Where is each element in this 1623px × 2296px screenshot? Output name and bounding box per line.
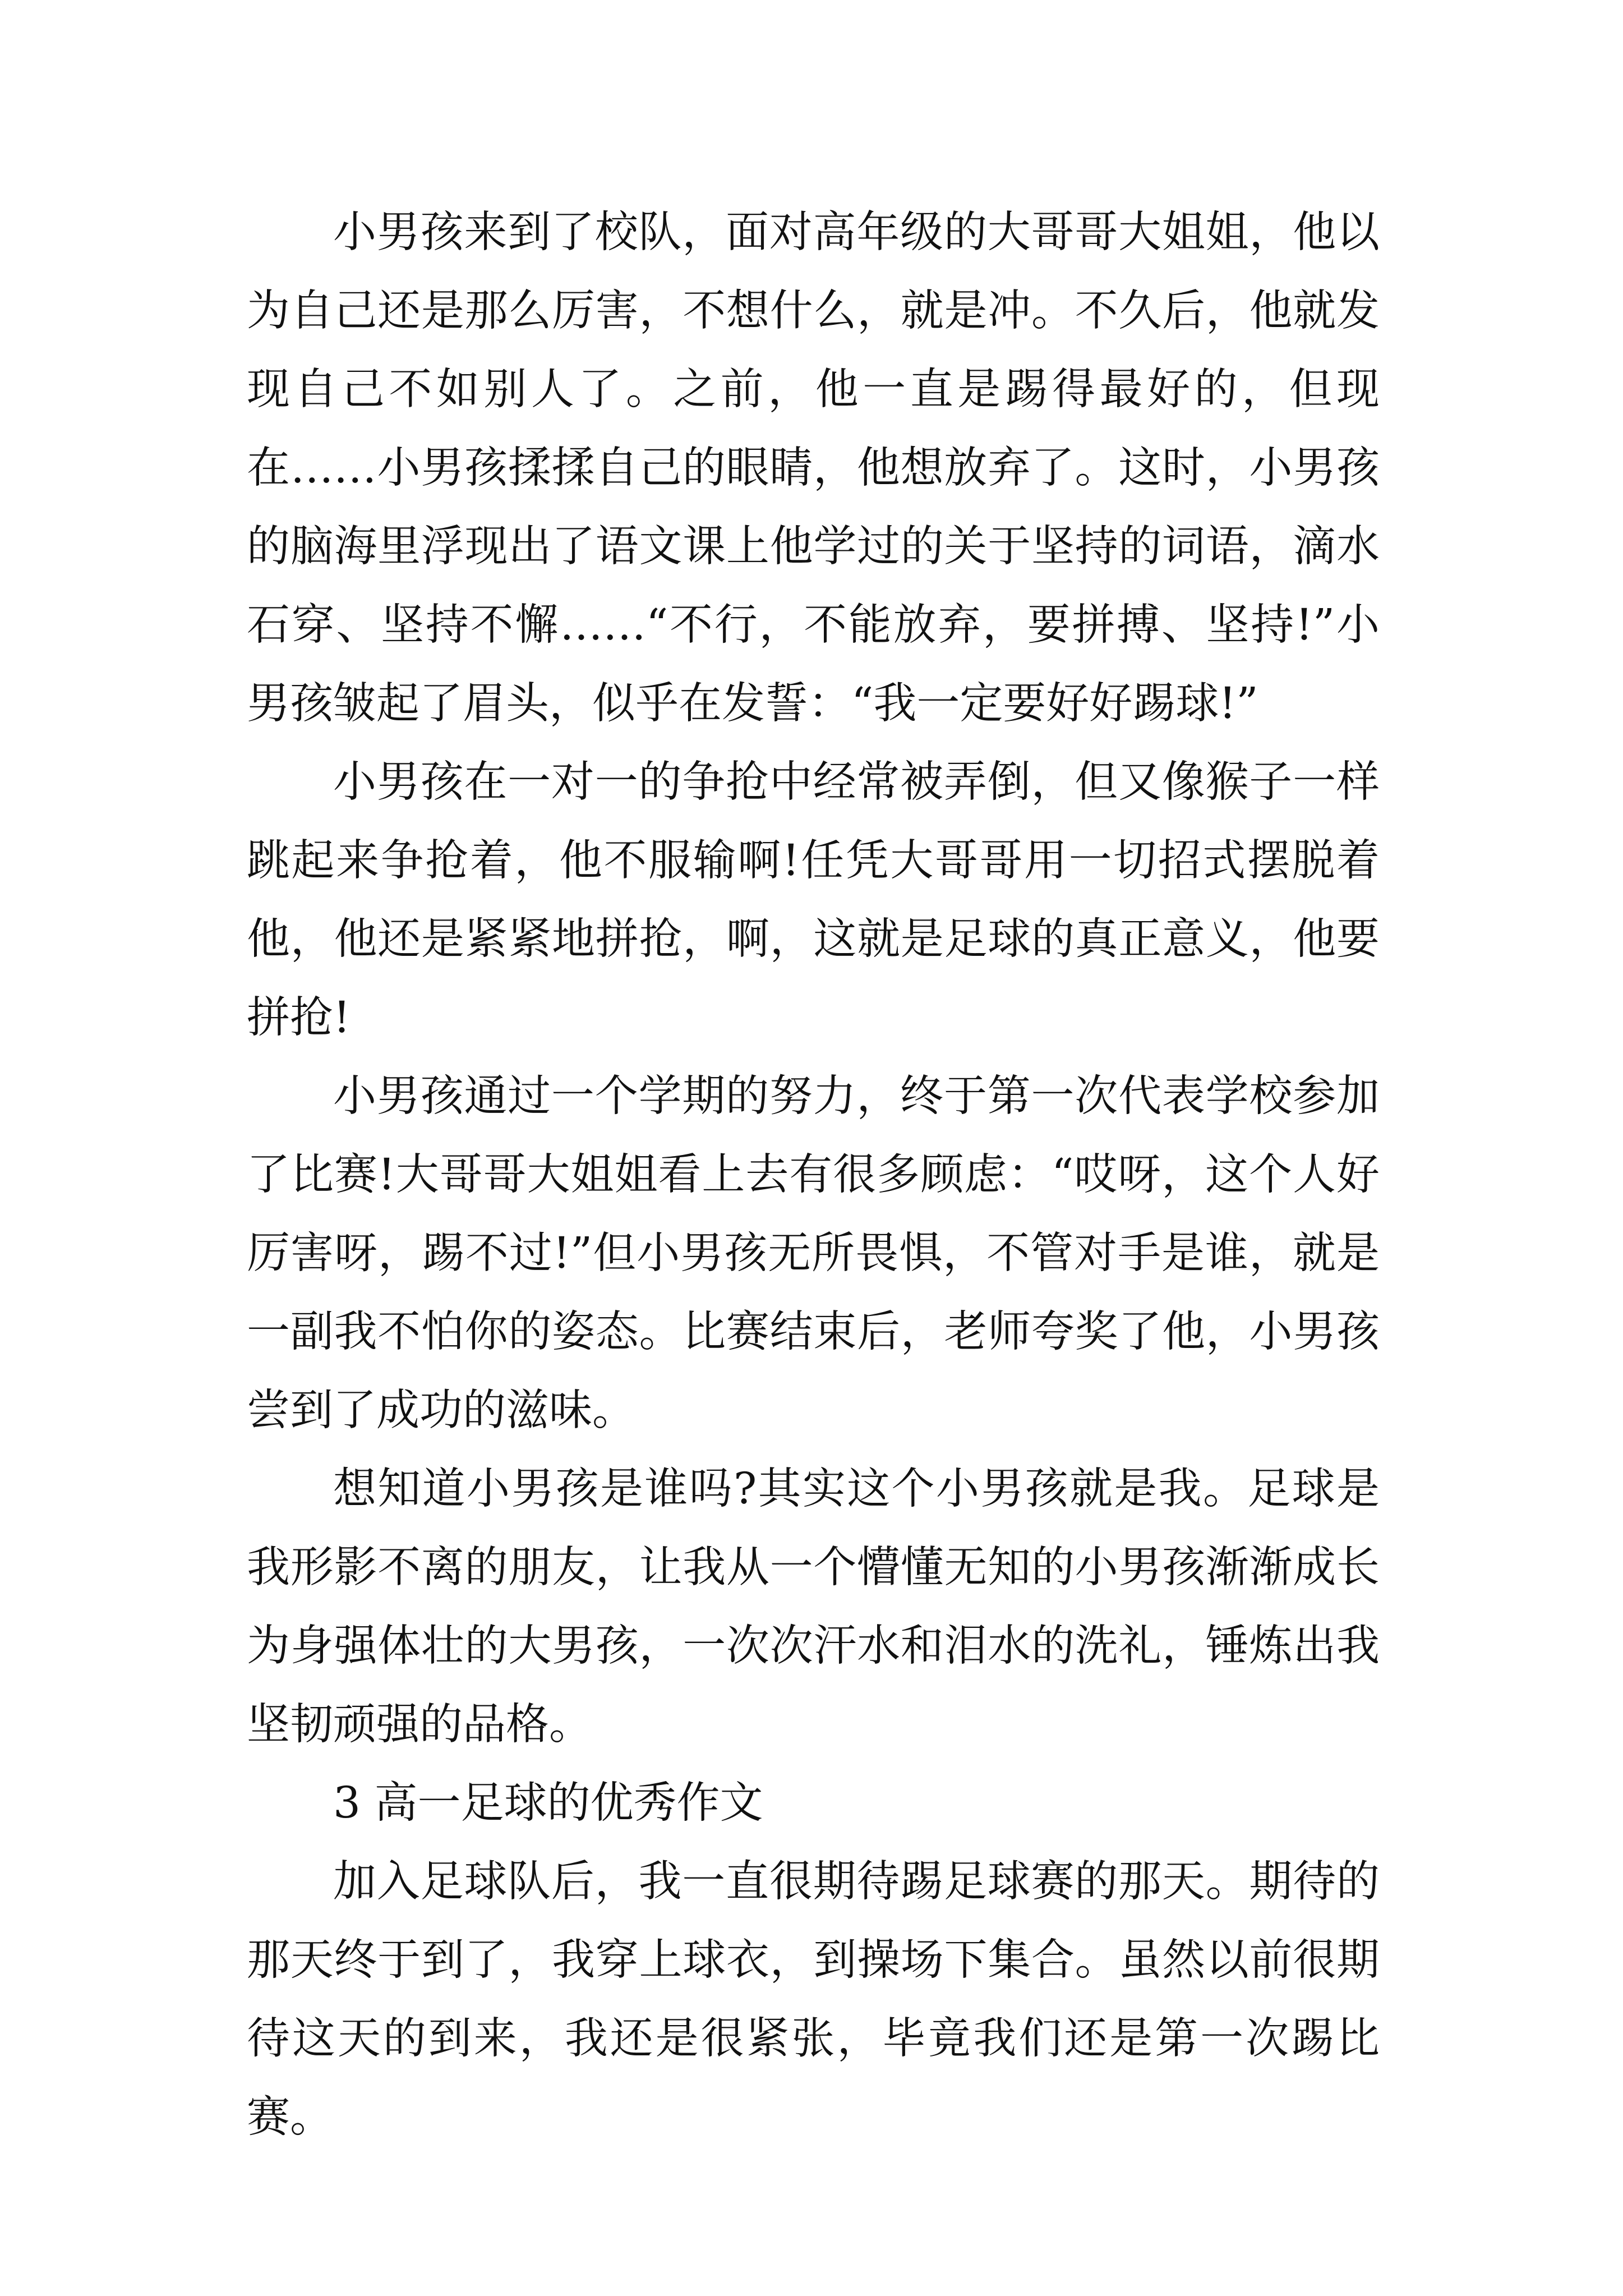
paragraph-joining-school-team: 小男孩来到了校队，面对高年级的大哥哥大姐姐，他以为自己还是那么厉害，不想什么，就是冲。不久后，他就发现自己不如别人了。之前，他一直是踢得最好的，但现在……小男孩揉揉自己的眼睛，他想放弃了。这时，小男孩的脑海里浮现出了语文课上他学过的关于坚持的词语，滴水石穿、坚持不懈……“不行，不能放弃，要拼搏、坚持!”小男孩皱起了眉头，似乎在发誓：“我一定要好好踢球!”: [247, 208, 1380, 729]
paragraph-reveal-identity: 想知道小男孩是谁吗?其实这个小男孩就是我。足球是我形影不离的朋友，让我从一个懵懂无知的小男孩渐渐成长为身强体壮的大男孩，一次次汗水和泪水的洗礼，锤炼出我坚韧顽强的品格。: [247, 1464, 1380, 1750]
section-heading: 3 高一足球的优秀作文: [333, 1778, 763, 1828]
paragraph-one-on-one-contest: 小男孩在一对一的争抢中经常被弄倒，但又像猴子一样跳起来争抢着，他不服输啊!任凭大哥哥用一切招式摆脱着他，他还是紧紧地拼抢，啊，这就是足球的真正意义，他要拼抢!: [247, 757, 1380, 1043]
paragraph-first-match: 小男孩通过一个学期的努力，终于第一次代表学校参加了比赛!大哥哥大姐姐看上去有很多顾虑：“哎呀，这个人好厉害呀，踢不过!”但小男孩无所畏惧，不管对手是谁，就是一副我不怕你的姿态。比赛结束后，老师夸奖了他，小男孩尝到了成功的滋味。: [247, 1071, 1380, 1435]
paragraph-joining-football-team: 加入足球队后，我一直很期待踢足球赛的那天。期待的那天终于到了，我穿上球衣，到操场下集合。虽然以前很期待这天的到来，我还是很紧张，毕竟我们还是第一次踢比赛。: [247, 1857, 1380, 2142]
document-body: [247, 194, 1380, 2157]
